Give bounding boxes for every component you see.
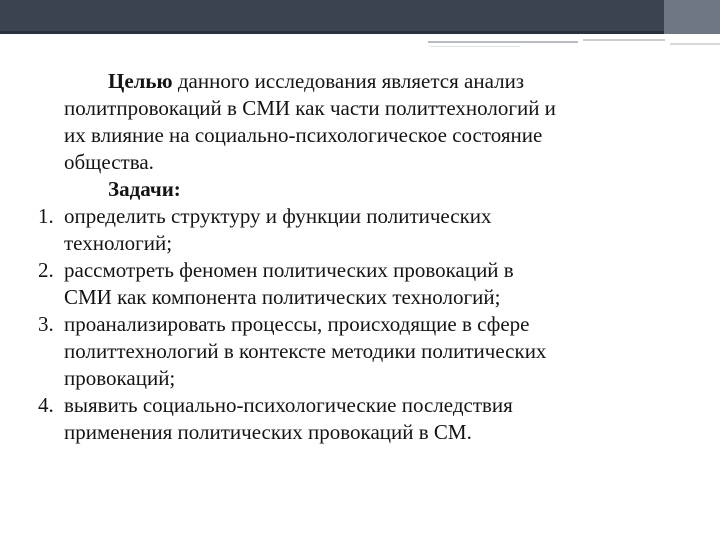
slide-body [38,68,698,446]
decorative-line [430,46,520,47]
task-item [38,203,698,257]
task-number: 2. [38,258,54,282]
goal-text: данного исследования является анализ [177,69,525,93]
task-line: выявить социально-психологические последствия [64,393,513,417]
goal-paragraph [38,68,698,176]
goal-label: Целью [108,69,173,93]
task-number: 1. [38,204,54,228]
goal-line: их влияние на социально-психологическое состояние [64,123,543,147]
task-line: политтехнологий в контексте методики политических [64,339,547,363]
task-line: провокаций; [64,366,176,390]
header-accent-block [664,0,720,34]
task-item [38,392,698,446]
goal-line: политпровокаций в СМИ как части политтехнологий и [64,96,556,120]
task-line: СМИ как компонента политических технологий; [64,285,501,309]
task-line: применения политических провокаций в СМ. [64,420,472,444]
task-line: определить структуру и функции политических [64,204,492,228]
tasks-heading-paragraph [38,176,698,203]
goal-line [64,68,698,95]
task-line: проанализировать процессы, происходящие в сфере [64,312,530,336]
tasks-heading: Задачи: [108,177,181,201]
task-item [38,257,698,311]
decorative-line [583,39,665,41]
decorative-line [670,43,720,45]
task-item [38,311,698,392]
task-line: рассмотреть феномен политических провокаций в [64,258,514,282]
task-number: 3. [38,312,54,336]
decorative-line [428,41,578,43]
task-number: 4. [38,393,54,417]
slide-header-bar [0,0,720,34]
header-accent-stripe [0,31,720,34]
task-line: технологий; [64,231,173,255]
goal-line: общества. [64,150,154,174]
